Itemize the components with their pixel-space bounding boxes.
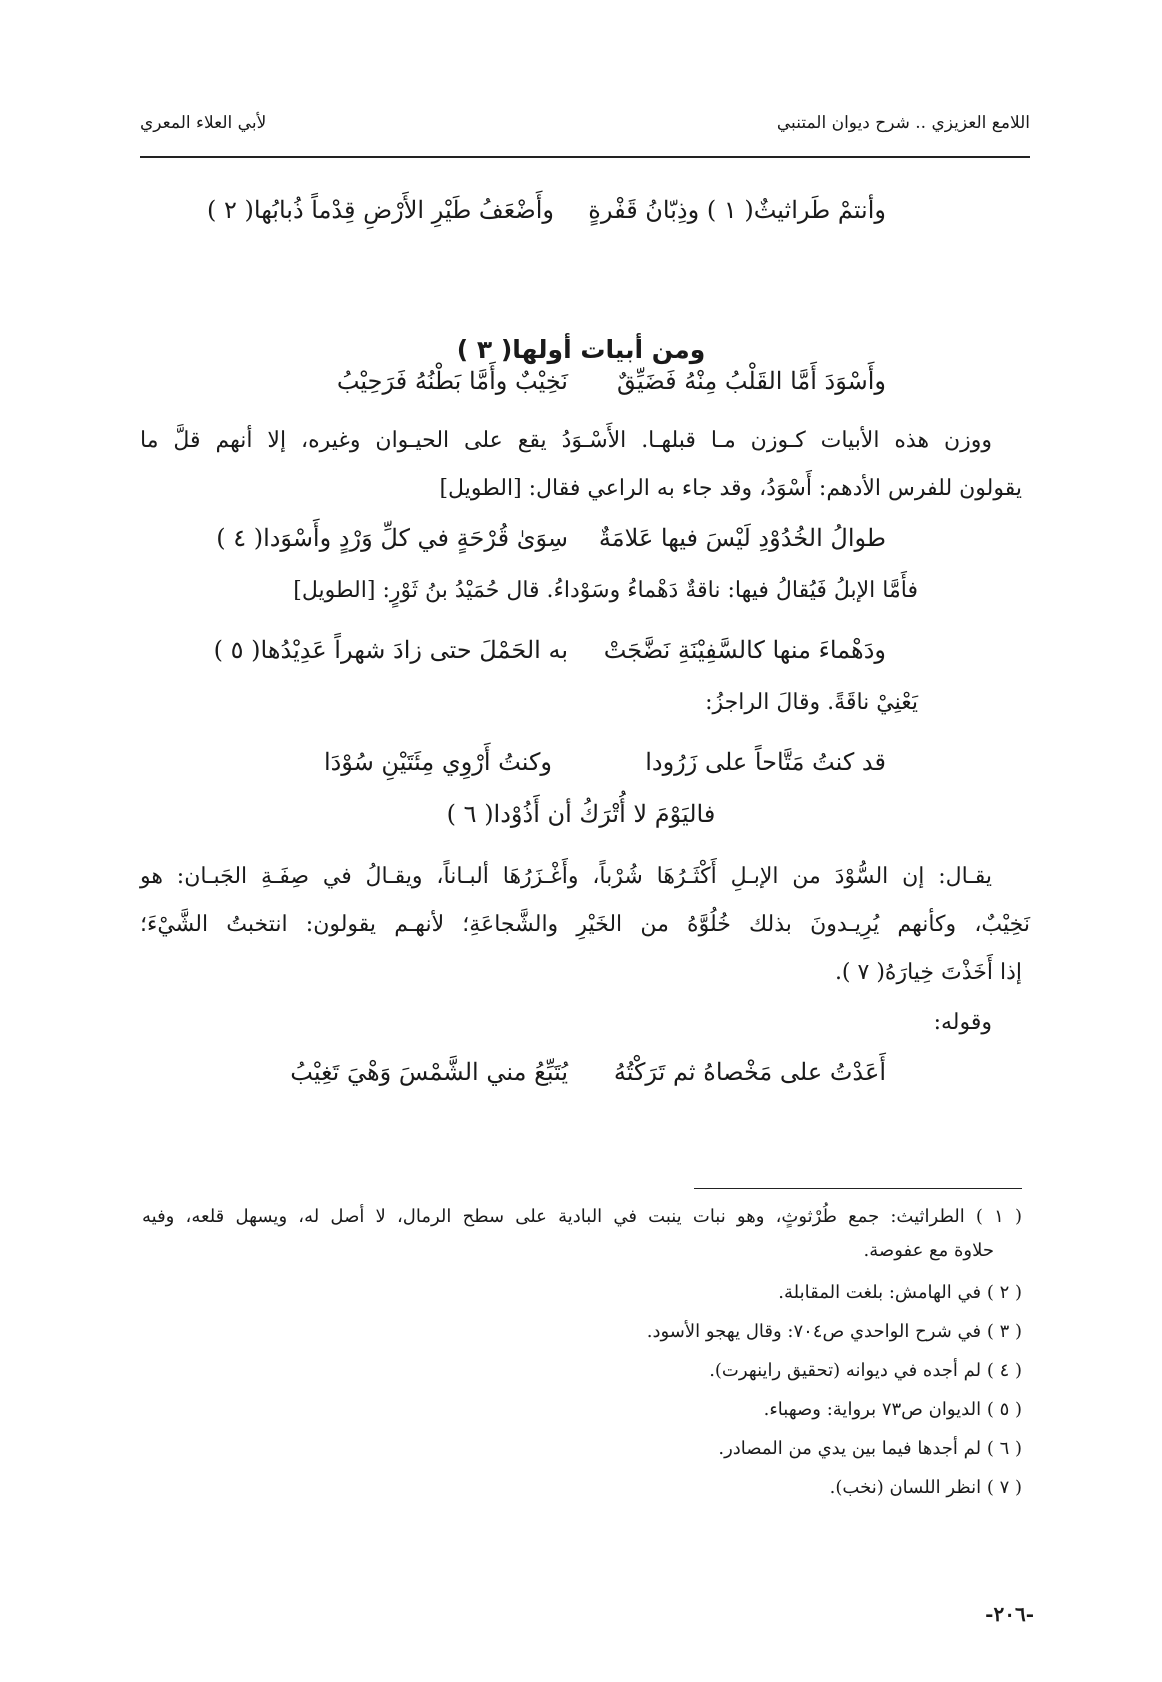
- prose-4-line-1: يقـال: إن السُّوْدَ من الإبـلِ أَكْثَـرُهَا شُرْباً، وأَغْـزَرُهَا ألبـاناً، ويقـالُ في صِفَـةِ الجَبـان: هو: [140, 864, 992, 889]
- prose-5: وقوله:: [933, 1010, 992, 1035]
- page-number: -٢٠٦-: [985, 1602, 1034, 1626]
- verse-4-second-hemistich: به الحَمْلَ حتى زادَ شهراً عَدِيْدُها( ٥ ): [213, 636, 568, 664]
- verse-2-first-hemistich: وأَسْوَدَ أَمَّا القَلْبُ مِنْهُ فَضَيِّقٌ: [617, 367, 886, 395]
- section-heading: ومن أبيات أولها( ٣ ): [456, 335, 706, 364]
- verse-4-first-hemistich: ودَهْماءَ منها كالسَّفِيْنَةِ نَضَّجَتْ: [603, 636, 886, 664]
- header-book-title: اللامع العزيزي .. شرح ديوان المتنبي: [776, 113, 1030, 133]
- footnote-6: ( ٦ ) لم أجدها فيما بين يدي من المصادر.: [718, 1438, 1022, 1459]
- prose-3: يَعْنِيْ ناقَةً. وقالَ الراجزُ:: [705, 690, 918, 715]
- verse-3-second-hemistich: سِوَىٰ قُرْحَةٍ في كلِّ وَرْدٍ وأَسْوَدا( ٤ ): [216, 524, 568, 552]
- footnote-4: ( ٤ ) لم أجده في ديوانه (تحقيق راينهرت).: [709, 1360, 1022, 1381]
- footnote-2: ( ٢ ) في الهامش: بلغت المقابلة.: [778, 1282, 1022, 1303]
- prose-1-line-2: يقولون للفرس الأدهم: أَسْوَدُ، وقد جاء به الراعي فقال: [الطويل]: [439, 476, 1022, 501]
- footnote-1-line-2: حلاوة مع عفوصة.: [863, 1240, 994, 1261]
- verse-2-second-hemistich: نَخِيْبٌ وأَمَّا بَطْنُهُ فَرَحِيْبُ: [336, 367, 568, 395]
- header-author: لأبي العلاء المعري: [140, 113, 267, 133]
- header-divider: [140, 156, 1030, 158]
- footnote-divider: [694, 1188, 1022, 1189]
- verse-3-first-hemistich: طوالُ الخُدُوْدِ لَيْسَ فيها عَلامَةٌ: [598, 524, 886, 552]
- footnote-3: ( ٣ ) في شرح الواحدي ص٧٠٤: وقال يهجو الأسود.: [646, 1321, 1022, 1342]
- prose-1-line-1: ووزن هذه الأبيات كـوزن مـا قبلهـا. الأَسْـوَدُ يقع على الحيـوان وغيره، إلا أنهم قلَّ ما: [140, 428, 992, 453]
- verse-1-first-hemistich: وأنتمْ طَراثيثٌ( ١ ) وذِبّانُ قَفْرةٍ: [588, 196, 886, 224]
- running-header: [140, 113, 1030, 143]
- verse-1-second-hemistich: وأَضْعَفُ طَيْرِ الأَرْضِ قِدْماً ذُبابُها( ٢ ): [207, 196, 554, 224]
- verse-7-first-hemistich: أَعَدْتُ على مَخْصاهُ ثم تَرَكْتُهُ: [613, 1058, 886, 1086]
- verse-5-first-hemistich: قد كنتُ مَتَّاحاً على زَرُودا: [645, 748, 886, 776]
- prose-4-line-2: نَخِيْبٌ، وكأنهم يُرِيـدونَ بذلك خُلُوَّهُ من الخَيْرِ والشَّجاعَةِ؛ لأنهـم يقولون: انتخبتُ الشَّيْءَ؛: [140, 912, 1030, 937]
- verse-6: فاليَوْمَ لا أُتْرَكُ أن أَذُوْدا( ٦ ): [446, 800, 716, 828]
- footnote-7: ( ٧ ) انظر اللسان (نخب).: [829, 1477, 1022, 1498]
- verse-5-second-hemistich: وكنتُ أَرْوِي مِئَتَيْنِ سُوْدَا: [323, 748, 552, 776]
- verse-7-second-hemistich: يُتَبِّعُ مني الشَّمْسَ وَهْيَ تَغِيْبُ: [290, 1058, 568, 1086]
- footnote-1-line-1: ( ١ ) الطراثيث: جمع طُرْثوثٍ، وهو نبات ينبت في البادية على سطح الرمال، لا أصل له، ويسهل قلعه، وفيه: [142, 1206, 1022, 1227]
- footnote-5: ( ٥ ) الديوان ص٧٣ برواية: وصهباء.: [763, 1399, 1022, 1420]
- prose-2: فأَمَّا الإبلُ فَيُقالُ فيها: ناقةٌ دَهْماءُ وسَوْداءُ. قال حُمَيْدُ بنُ ثَوْرٍ: [الطويل]: [293, 578, 918, 603]
- prose-4-line-3: إذا أَخَذْتَ خِيارَهُ( ٧ ).: [834, 960, 1022, 985]
